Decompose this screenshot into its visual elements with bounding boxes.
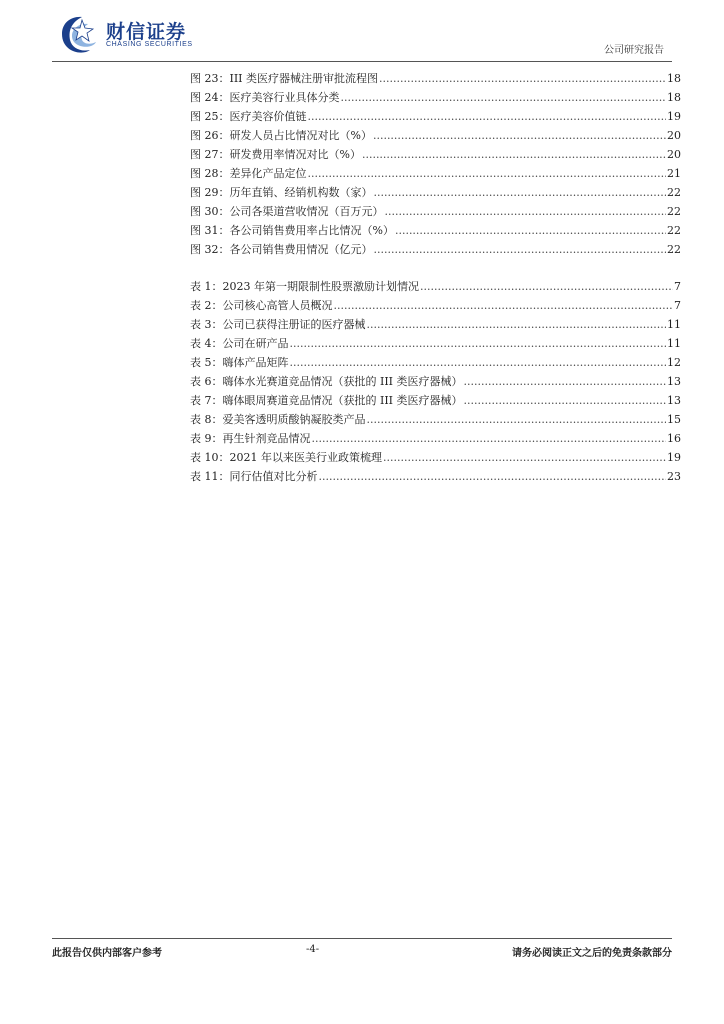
toc-entry-page: 18: [667, 91, 681, 104]
toc-entry-page: 11: [667, 318, 681, 331]
toc-leader-dots: [379, 72, 666, 85]
toc-entry-page: 20: [667, 129, 681, 142]
toc-entry-label: 图 23：III 类医疗器械注册审批流程图: [190, 72, 379, 85]
figure-list: [190, 66, 681, 256]
toc-entry-page: 13: [667, 394, 681, 407]
toc-entry-page: 20: [667, 148, 681, 161]
table-entry[interactable]: [190, 407, 681, 426]
toc-leader-dots: [308, 167, 667, 180]
table-entry[interactable]: [190, 369, 681, 388]
table-entry[interactable]: [190, 293, 681, 312]
toc-entry-label: 表 4：公司在研产品: [190, 337, 289, 350]
toc-entry-label: 表 7：嗨体眼周赛道竞品情况（获批的 III 类医疗器械）: [190, 394, 463, 407]
toc-entry-label: 表 5：嗨体产品矩阵: [190, 356, 289, 369]
toc-leader-dots: [290, 337, 667, 350]
figure-entry[interactable]: [190, 66, 681, 85]
toc-entry-label: 图 27：研发费用率情况对比（%）: [190, 148, 361, 161]
toc-entry-label: 图 26：研发人员占比情况对比（%）: [190, 129, 372, 142]
toc-leader-dots: [319, 470, 667, 483]
table-entry[interactable]: [190, 426, 681, 445]
toc-entry-label: 图 25：医疗美容价值链: [190, 110, 307, 123]
toc-leader-dots: [308, 110, 667, 123]
logo-emblem-icon: [58, 14, 102, 56]
toc-leader-dots: [362, 148, 666, 161]
toc-leader-dots: [374, 243, 667, 256]
header-divider: [52, 61, 672, 62]
toc-entry-label: 图 29：历年直销、经销机构数（家）: [190, 186, 373, 199]
toc-entry-page: 23: [667, 470, 681, 483]
table-list: [190, 274, 681, 483]
toc-entry-label: 表 1：2023 年第一期限制性股票激励计划情况: [190, 280, 419, 293]
table-entry[interactable]: [190, 274, 681, 293]
toc-entry-label: 表 9：再生针剂竞品情况: [190, 432, 311, 445]
footer-notice: 此报告仅供内部客户参考: [52, 948, 162, 959]
toc-entry-label: 图 32：各公司销售费用情况（亿元）: [190, 243, 373, 256]
toc-entry-label: 图 30：公司各渠道营收情况（百万元）: [190, 205, 384, 218]
toc-entry-label: 表 11：同行估值对比分析: [190, 470, 318, 483]
figure-entry[interactable]: [190, 161, 681, 180]
toc-leader-dots: [334, 299, 674, 312]
toc-leader-dots: [464, 394, 666, 407]
toc-entry-label: 图 24：医疗美容行业具体分类: [190, 91, 340, 104]
figure-entry[interactable]: [190, 218, 681, 237]
toc-leader-dots: [374, 186, 667, 199]
toc-entry-page: 13: [667, 375, 681, 388]
toc-leader-dots: [464, 375, 666, 388]
toc-leader-dots: [312, 432, 667, 445]
table-entry[interactable]: [190, 350, 681, 369]
table-entry[interactable]: [190, 331, 681, 350]
toc-entry-page: 18: [667, 72, 681, 85]
footer-disclaimer: 请务必阅读正文之后的免责条款部分: [512, 948, 672, 959]
toc-entry-page: 12: [667, 356, 681, 369]
toc-leader-dots: [395, 224, 666, 237]
toc-entry-page: 21: [667, 167, 681, 180]
figure-entry[interactable]: [190, 104, 681, 123]
toc-leader-dots: [367, 413, 667, 426]
toc-entry-label: 表 3：公司已获得注册证的医疗器械: [190, 318, 366, 331]
toc-entry-label: 表 8：爱美客透明质酸钠凝胶类产品: [190, 413, 366, 426]
figure-entry[interactable]: [190, 180, 681, 199]
logo-text-cn: 财信证券: [106, 21, 187, 43]
report-type: 公司研究报告: [604, 45, 664, 56]
company-logo: [58, 14, 208, 56]
toc-entry-page: 16: [667, 432, 681, 445]
toc-entry-page: 7: [674, 299, 681, 312]
figure-entry[interactable]: [190, 142, 681, 161]
toc-entry-page: 19: [667, 110, 681, 123]
toc-leader-dots: [385, 205, 667, 218]
toc-entry-page: 11: [667, 337, 681, 350]
toc-leader-dots: [367, 318, 667, 331]
toc-leader-dots: [383, 451, 666, 464]
toc-entry-page: 22: [667, 186, 681, 199]
figure-entry[interactable]: [190, 199, 681, 218]
table-entry[interactable]: [190, 445, 681, 464]
toc-entry-page: 15: [667, 413, 681, 426]
toc-entry-page: 22: [667, 205, 681, 218]
toc-entry-page: 19: [667, 451, 681, 464]
toc-entry-label: 图 31：各公司销售费用率占比情况（%）: [190, 224, 394, 237]
toc-entry-page: 22: [667, 243, 681, 256]
table-entry[interactable]: [190, 388, 681, 407]
toc-entry-label: 图 28：差异化产品定位: [190, 167, 307, 180]
toc-entry-label: 表 2：公司核心高管人员概况: [190, 299, 333, 312]
logo-text-en: CHASING SECURITIES: [106, 41, 193, 48]
toc-leader-dots: [341, 91, 667, 104]
figure-entry[interactable]: [190, 85, 681, 104]
toc-entry-label: 表 6：嗨体水光赛道竞品情况（获批的 III 类医疗器械）: [190, 375, 463, 388]
page-header: [0, 0, 724, 60]
figure-entry[interactable]: [190, 123, 681, 142]
table-entry[interactable]: [190, 312, 681, 331]
toc-entry-label: 表 10：2021 年以来医美行业政策梳理: [190, 451, 382, 464]
table-entry[interactable]: [190, 464, 681, 483]
toc-entry-page: 7: [674, 280, 681, 293]
toc-leader-dots: [290, 356, 667, 369]
toc-entry-page: 22: [667, 224, 681, 237]
page-number: -4-: [306, 944, 320, 955]
toc-leader-dots: [420, 280, 673, 293]
footer-divider: [52, 938, 672, 939]
figure-entry[interactable]: [190, 237, 681, 256]
toc-leader-dots: [373, 129, 666, 142]
